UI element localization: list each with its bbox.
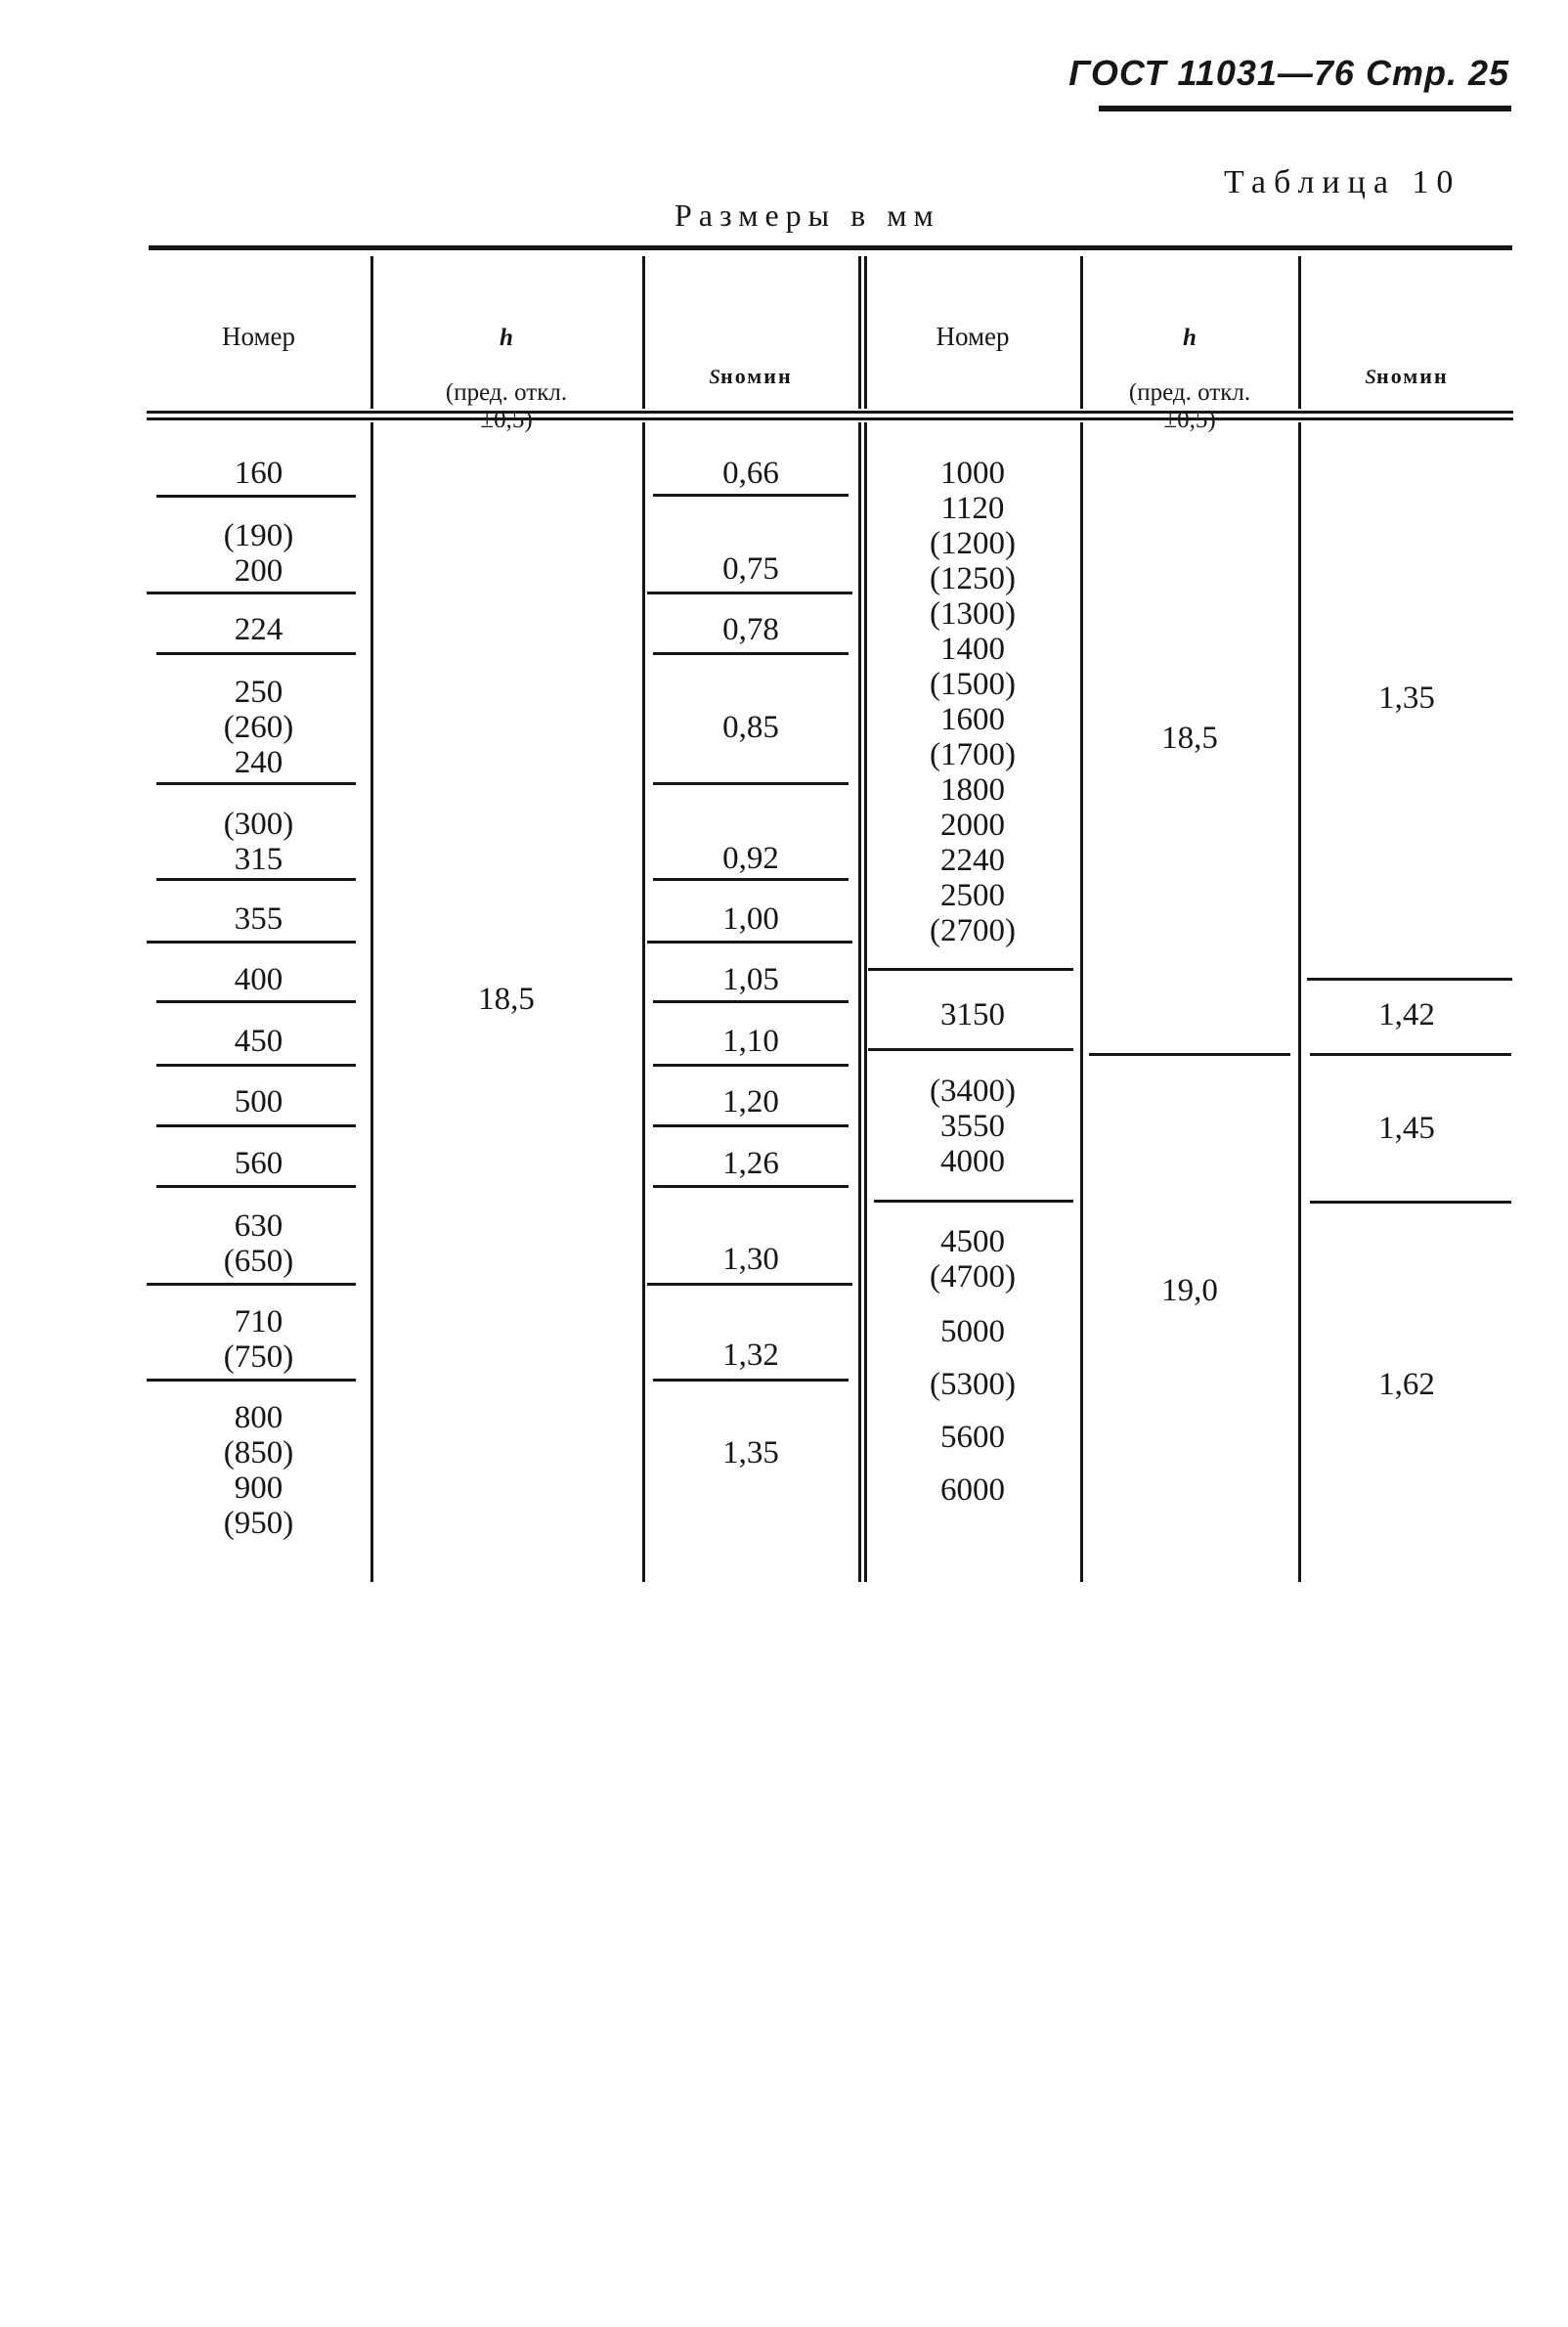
units-caption: Размеры в мм: [675, 198, 940, 233]
running-title: ГОСТ 11031—76 Стр. 25: [1068, 53, 1509, 93]
left-s-cell: 1,30: [722, 1242, 779, 1277]
header-bottom-rule: [147, 417, 1513, 420]
row-rule: [868, 1048, 1073, 1051]
left-s-cell: 1,00: [722, 901, 779, 937]
col-header-s: [644, 321, 857, 394]
right-h-value: 19,0: [1161, 1273, 1218, 1308]
s-subscript: номин: [1376, 364, 1449, 388]
left-s-cell: 0,92: [722, 841, 779, 876]
row-rule: [653, 1000, 849, 1003]
left-s-cell: 1,32: [722, 1338, 779, 1373]
row-rule: [156, 1000, 356, 1003]
s-subscript: номин: [720, 364, 793, 388]
left-s-cell: 1,35: [722, 1435, 779, 1471]
col-header-nomer: Номер: [221, 322, 296, 351]
table-label: Таблица 10: [1224, 164, 1461, 200]
row-rule: [653, 652, 849, 655]
left-nomer-cell: 800 (850) 900 (950): [223, 1400, 294, 1541]
row-rule: [156, 652, 356, 655]
left-nomer-cell: (190) 200: [223, 518, 294, 589]
left-nomer-cell: 630 (650): [223, 1208, 294, 1279]
right-nomer-cell: (5300): [930, 1367, 1016, 1402]
header-col-divider: [858, 256, 861, 409]
left-s-cell: 0,78: [722, 612, 779, 647]
body-col-divider: [858, 422, 861, 1582]
left-s-cell: 1,26: [722, 1146, 779, 1181]
h-symbol: h: [1183, 325, 1197, 351]
left-s-cell: 1,10: [722, 1024, 779, 1059]
row-rule: [1310, 1053, 1511, 1056]
row-rule: [653, 1379, 849, 1382]
left-nomer-cell: 400: [234, 962, 283, 997]
left-nomer-cell: 710 (750): [223, 1304, 294, 1375]
right-nomer-cell: 4500 (4700): [930, 1224, 1016, 1295]
right-s-cell: 1,42: [1378, 997, 1435, 1032]
right-s-cell: 1,45: [1378, 1111, 1435, 1146]
row-rule: [156, 1064, 356, 1067]
row-rule: [653, 1185, 849, 1188]
right-nomer-cell: 5000: [940, 1314, 1005, 1349]
row-rule: [1089, 1053, 1290, 1056]
col-header-nomer-right: Номер: [936, 322, 1010, 351]
row-rule: [647, 941, 852, 944]
row-rule: [147, 1283, 356, 1286]
right-s-cell: 1,62: [1378, 1367, 1435, 1402]
s-symbol: s: [709, 358, 721, 390]
right-nomer-cell: (3400) 3550 4000: [930, 1074, 1016, 1179]
row-rule: [647, 1283, 852, 1286]
row-rule: [1310, 1201, 1511, 1204]
row-rule: [653, 782, 849, 785]
row-rule: [1307, 978, 1512, 981]
left-s-cell: 0,66: [722, 456, 779, 491]
col-header-h: [372, 297, 640, 434]
h-tolerance: (пред. откл. ±0,5): [445, 379, 568, 433]
row-rule: [653, 1064, 849, 1067]
row-rule: [147, 592, 356, 594]
left-nomer-cell: 355: [234, 901, 283, 937]
col-header-s-right: [1300, 321, 1513, 394]
h-symbol: h: [500, 325, 513, 351]
right-h-value: 18,5: [1161, 721, 1218, 756]
left-nomer-cell: 160: [234, 456, 283, 491]
left-nomer-cell: 500: [234, 1084, 283, 1120]
row-rule: [653, 494, 849, 497]
row-rule: [156, 782, 356, 785]
row-rule: [156, 1124, 356, 1127]
right-nomer-cell: 3150: [940, 997, 1005, 1032]
row-rule: [156, 495, 356, 498]
row-rule: [653, 878, 849, 881]
body-col-divider: [642, 422, 645, 1582]
right-s-cell: 1,35: [1378, 681, 1435, 716]
left-nomer-cell: 250 (260) 240: [223, 675, 294, 780]
right-nomer-cell: 5600: [940, 1420, 1005, 1455]
header-rule: [1099, 106, 1511, 111]
left-s-cell: 0,75: [722, 551, 779, 587]
row-rule: [874, 1200, 1073, 1203]
left-nomer-cell: 224: [234, 612, 283, 647]
row-rule: [647, 592, 852, 594]
col-header-h-right: [1082, 297, 1297, 434]
left-h-value: 18,5: [478, 982, 535, 1017]
row-rule: [156, 1185, 356, 1188]
left-s-cell: 1,05: [722, 962, 779, 997]
right-nomer-cell: 6000: [940, 1472, 1005, 1508]
right-nomer-cell: 1000 1120 (1200) (1250) (1300) 1400 (1500) 1600 (1700) 1800 2000 2240 2500 (2700): [930, 456, 1016, 948]
h-tolerance: (пред. откл. ±0,5): [1128, 379, 1251, 433]
row-rule: [868, 968, 1073, 971]
left-nomer-cell: 560: [234, 1146, 283, 1181]
left-s-cell: 1,20: [722, 1084, 779, 1120]
row-rule: [156, 878, 356, 881]
row-rule: [147, 1379, 356, 1382]
left-nomer-cell: (300) 315: [223, 807, 294, 877]
row-rule: [147, 941, 356, 944]
s-symbol: s: [1365, 358, 1377, 390]
row-rule: [653, 1124, 849, 1127]
left-s-cell: 0,85: [722, 710, 779, 745]
table-top-rule: [149, 245, 1512, 250]
header-bottom-rule: [147, 411, 1513, 414]
left-nomer-cell: 450: [234, 1024, 283, 1059]
body-col-divider: [1080, 422, 1083, 1582]
